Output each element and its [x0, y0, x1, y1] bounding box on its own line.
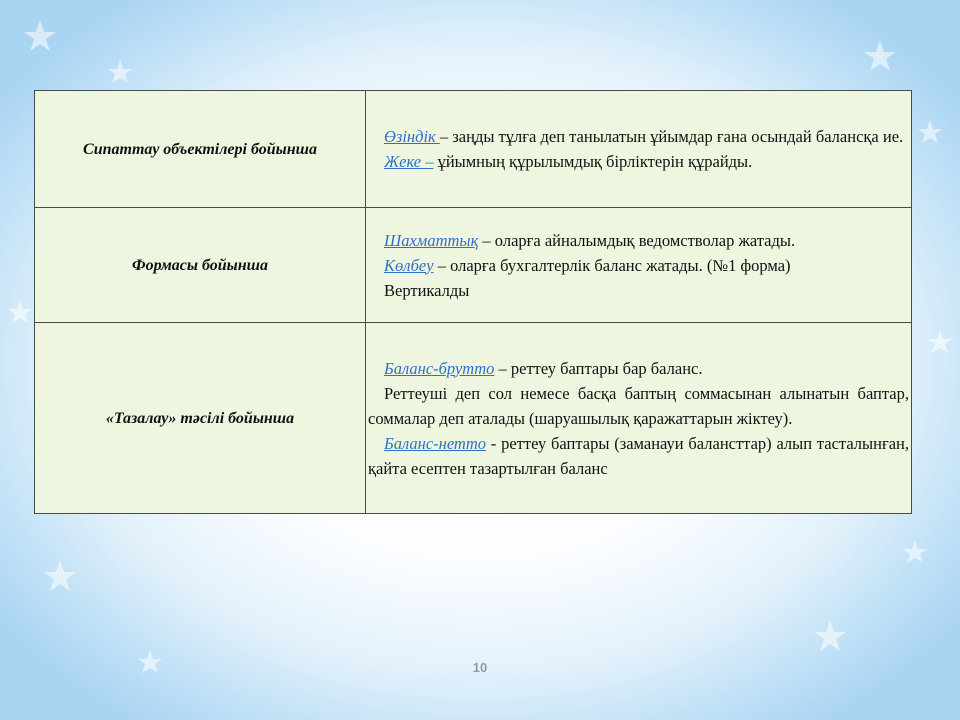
table-row	[35, 91, 912, 208]
term-link[interactable]: Баланс-нетто	[384, 433, 487, 453]
category-cell: «Тазалау» тәсілі бойынша	[35, 323, 366, 514]
description-paragraph	[368, 253, 909, 278]
description-paragraph	[368, 356, 909, 381]
description-paragraph	[368, 278, 909, 303]
term-link[interactable]: Шахматтық	[384, 230, 479, 250]
description-cell	[366, 91, 912, 208]
table-row	[35, 323, 912, 514]
term-link[interactable]: Жеке –	[384, 152, 434, 171]
table-row	[35, 208, 912, 323]
definition-text: – реттеу баптары бар баланс.	[494, 358, 703, 378]
definition-text: - реттеу баптары (заманауи балансттар) алып тасталынған, қайта есептен тазартылған баланс	[368, 433, 909, 478]
definition-text: – оларға айналымдық ведомстволар жатады.	[478, 230, 796, 250]
description-paragraph	[368, 228, 909, 253]
description-cell	[366, 208, 912, 323]
term-link[interactable]: Баланс-брутто	[384, 358, 495, 378]
description-cell	[366, 323, 912, 514]
description-paragraph	[368, 381, 909, 431]
description-paragraph	[368, 431, 909, 481]
description-paragraph	[368, 124, 909, 149]
definition-text: Реттеуші деп сол немесе басқа баптың соммасынан алынатын баптар, соммалар деп аталады (шаруашылық қаражаттарын жіктеу).	[368, 383, 909, 428]
description-paragraph	[368, 149, 909, 174]
category-cell: Формасы бойынша	[35, 208, 366, 323]
category-cell: Сипаттау объектілері бойынша	[35, 91, 366, 208]
definition-text: – оларға бухгалтерлік баланс жатады. (№1 форма)	[433, 255, 791, 275]
balance-classification-table	[34, 90, 912, 514]
definition-text: ұйымның құрылымдық бірліктерін құрайды.	[433, 152, 753, 171]
definition-text: Вертикалды	[384, 280, 470, 300]
term-link[interactable]: Өзіндік	[384, 127, 440, 146]
definition-text: – заңды тұлға деп танылатын ұйымдар ғана осындай балансқа ие.	[439, 127, 904, 146]
page-number: 10	[472, 660, 488, 675]
term-link[interactable]: Көлбеу	[384, 255, 434, 275]
